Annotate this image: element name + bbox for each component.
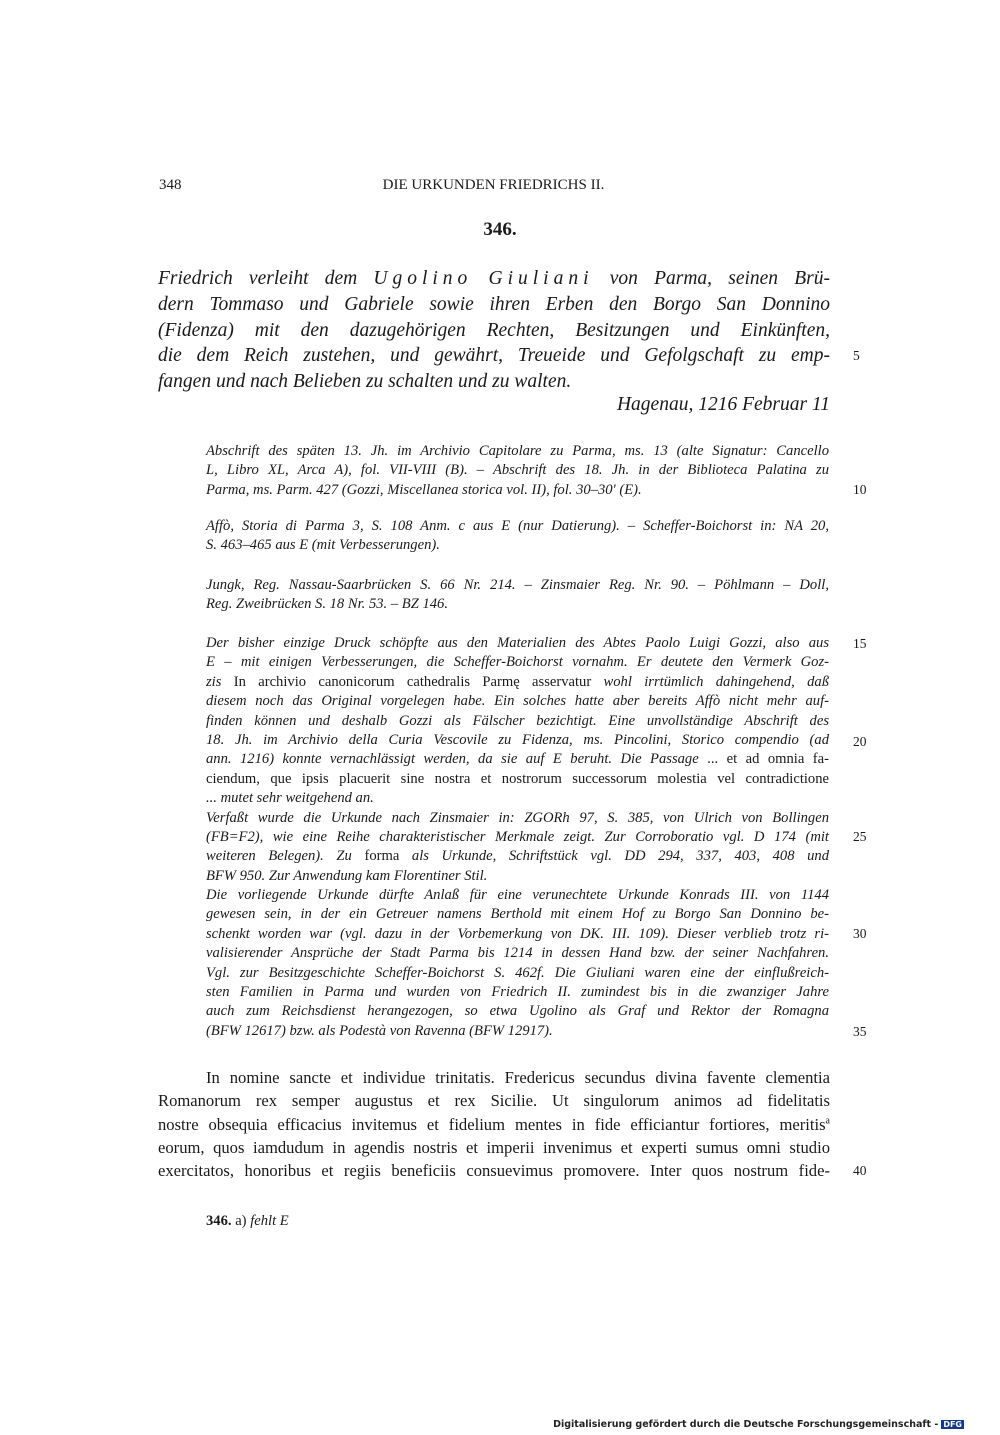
page-number: 348 bbox=[159, 177, 182, 193]
line-number: 25 bbox=[853, 829, 867, 844]
running-title: DIE URKUNDEN FRIEDRICHS II. bbox=[382, 177, 605, 193]
regest-date: Hagenau, 1216 Februar 11 bbox=[616, 394, 830, 415]
regest bbox=[158, 266, 830, 395]
person-surname: Giuliani bbox=[488, 268, 594, 289]
line-number: 10 bbox=[853, 482, 867, 497]
apparatus-regesta: Jungk, Reg. Nassau-Saarbrücken S. 66 Nr. 214. – Zinsmaier Reg. Nr. 90. – Pöhlmann – Doll, Reg. Zweibrücken S. 18 Nr. 53. – BZ 146. bbox=[206, 577, 829, 613]
regest-line-3: (Fidenza) mit den dazugehörigen Rechten, Besitzungen und Einkünften, bbox=[158, 319, 830, 341]
person-name: Ugolino bbox=[373, 268, 473, 289]
regest-line-1: Friedrich verleiht dem Ugolino Giuliani von Parma, seinen Brü- bbox=[158, 268, 831, 289]
footnote: 346. a) fehlt E bbox=[206, 1213, 289, 1229]
line-number: 20 bbox=[853, 734, 867, 749]
document-number: 346. bbox=[483, 219, 517, 240]
apparatus-commentary: Der bisher einzige Druck schöpfte aus den Materialien des Abtes Paolo Luigi Gozzi, also aus E – mit einigen Verbesserungen, die Scheffer-Boichorst vornahm. Er deutete den Vermerk Goz- zis In archivio canonicorum cathedralis Parmę asservatur wohl irrtümlich dahingehend, daß diesem noch das Original vorgelegen habe. Ein solches hatte aber bereits Affò nicht mehr auf- finden können und deshalb Gozzi als Fälscher bezichtigt. Eine unvollständige Abschrift des 18. Jh. im Archivio della Curia Vescovile zu Fidenza, ms. Pincolini, Storico compendio (ad ann. 1216) konnte vernachlässigt werden, da sie auf E beruht. Die Passage ... et ad omnia fa- ciendum, que ipsis placuerit sine nostra et nostrorum successorum molestia vel contradictione ... mutet sehr weitgehend an. Verfaßt wurde die Urkunde nach Zinsmaier in: ZGORh 97, S. 385, von Ulrich von Bollingen (FB=F2), wie eine Reihe charakteristischer Merkmale zeigt. Zur Corroboratio vgl. D 174 (mit weiteren Belegen). Zu forma als Urkunde, Schriftstück vgl. DD 294, 337, 403, 408 und BFW 950. Zur Anwendung kam Florentiner Stil. Die vorliegende Urkunde dürfte Anlaß für eine verunechtete Urkunde Konrads III. von 1144 gewesen sein, in der ein Getreuer namens Berthold mit einem Hof zu Borgo San Donnino be- schenkt worden war (vgl. dazu in der Vorbemerkung von DK. III. 109). Dieser verblieb trotz ri- valisierender Ansprüche der Stadt Parma bis 1214 in dessen Hand bzw. der seiner Nachfahren. Vgl. zur Besitzgeschichte Scheffer-Boichorst S. 462f. Die Giuliani waren eine der einflußreich- sten Familien in Parma und wurden von Friedrich II. zumindest bis in die zwanziger Jahre auch zum Reichsdienst herangezogen, so etwa Ugolino als Graf und Rektor der Romagna (BFW 12617) bzw. als Podestà von Ravenna (BFW 12917). bbox=[206, 635, 830, 1039]
line-number: 15 bbox=[853, 636, 867, 651]
line-number: 5 bbox=[853, 348, 860, 363]
footnote-marker: a bbox=[825, 1115, 830, 1127]
digitization-credit: Digitalisierung gefördert durch die Deutsche Forschungsgemeinschaft - DFG bbox=[553, 1419, 962, 1430]
regest-line-5: fangen und nach Belieben zu schalten und zu walten. bbox=[158, 371, 572, 393]
dfg-logo: DFG bbox=[943, 1420, 962, 1429]
line-number: 40 bbox=[853, 1163, 867, 1178]
quoted-note: In archivio canonicorum cathedralis Parmę asservatur bbox=[233, 673, 592, 690]
apparatus-transmission: Abschrift des späten 13. Jh. im Archivio Capitolare zu Parma, ms. 13 (alte Signatur: Cancello L, Libro XL, Arca A), fol. VII-VIII (B). – Abschrift des 18. Jh. in der Biblioteca Palatina zu Parma, ms. Parm. 427 (Gozzi, Miscellanea storica vol. II), fol. 30–30' (E). bbox=[206, 443, 829, 498]
line-number: 35 bbox=[853, 1024, 867, 1039]
regest-line-4: die dem Reich zustehen, und gewährt, Treueide und Gefolgschaft zu emp- bbox=[158, 345, 830, 367]
line-number: 30 bbox=[853, 926, 867, 941]
apparatus-editions: Affò, Storia di Parma 3, S. 108 Anm. c aus E (nur Datierung). – Scheffer-Boichorst in: NA 20, S. 463–465 aus E (mit Verbesserungen). bbox=[206, 518, 829, 554]
quoted-passage: ... et ad omnia fa- bbox=[707, 751, 829, 768]
regest-line-2: dern Tommaso und Gabriele sowie ihren Erben den Borgo San Donnino bbox=[158, 293, 830, 315]
document-text: In nomine sancte et individue trinitatis. Fredericus secundus divina favente clementia Romanorum rex semper augustus et rex Sicilie. Ut singulorum animos ad fidelitatis nostre obsequia efficacius invitemus et fidelium mentes in fide efficiantur fortiores, meritis$^a$ eorum, quos iamdudum in agendis nostris et imperii invenimus et experti sumus omni studio exercitatos, honoribus et regiis beneficiis consuevimus promovere. Inter quos nostrum fide- bbox=[158, 1068, 831, 1181]
